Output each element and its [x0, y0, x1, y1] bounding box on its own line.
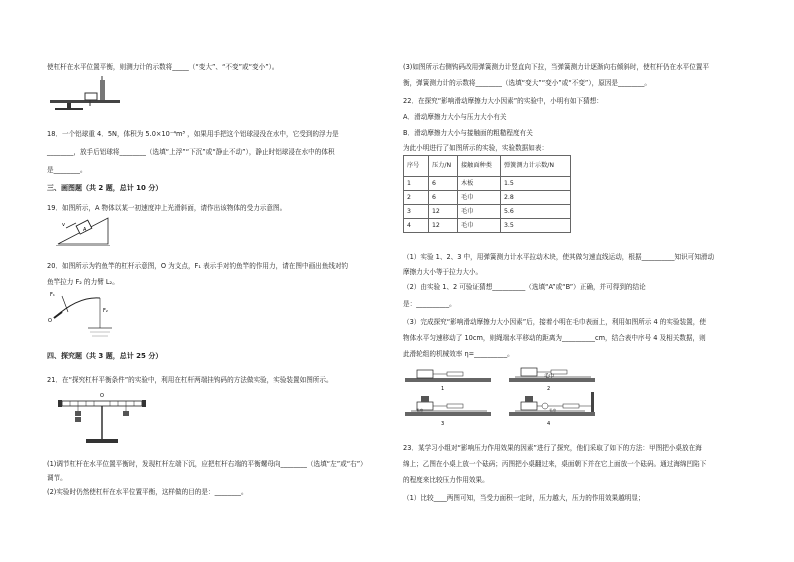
table-row: [404, 191, 571, 205]
q23-line3: 的程度来比较压力作用效果。: [403, 476, 489, 484]
q20-f2-label: F₂: [103, 308, 108, 314]
q19-text: 19．如图所示，A 物体以某一初速度冲上光滑斜面，请作出该物体的受力示意图。: [47, 204, 287, 212]
q22-part3-line1: （3）完成探究“影响滑动摩擦力大小因素”后，接着小明在毛巾表面上，利用如图所示 4 的实验装置，使: [403, 318, 706, 326]
table-row: [404, 205, 571, 219]
table-cell: 1.5: [501, 177, 571, 191]
q20-pivot-label: O: [48, 318, 52, 324]
table-header: 接触面种类: [458, 156, 501, 177]
table-cell: 6: [429, 191, 458, 205]
table-cell: 1: [404, 177, 429, 191]
q22-hypothesis-a: A．滑动摩擦力大小与压力大小有关: [403, 113, 507, 121]
table-cell: 毛巾: [458, 205, 501, 219]
q22-part2-line2: 是：__________。: [403, 300, 456, 308]
q20-line2: 鱼竿拉力 F₂ 的力臂 L₂。: [47, 278, 119, 286]
friction-data-table: [403, 155, 571, 233]
q17-lever-figure: [45, 76, 127, 110]
q22-table-intro: 为此小明进行了如图所示的实验，实验数据如表：: [403, 144, 549, 152]
q19-incline-figure: [56, 214, 112, 248]
table-cell: 3.5: [501, 219, 571, 233]
q22-part2-line1: （2）由实验 1、2 可验证猜想__________（选填“A”或“B”）正确，并可得到的结论: [403, 283, 646, 291]
q18-line2: ________，放手后铝球将________（选填“上浮”“下沉”或“静止不动”），静止时铝球浸在水中的体积: [47, 148, 335, 156]
figure-2-label: 2: [547, 386, 551, 392]
friction-experiment-figures: [403, 362, 603, 430]
q21-lever-figure: [56, 387, 150, 445]
table-row: [404, 177, 571, 191]
q20-f1-label: F₁: [50, 292, 55, 298]
table-cell: 毛巾: [458, 191, 501, 205]
q22-part1-line1: （1）实验 1、2、3 中，用弹簧测力计水平拉动木块，使其做匀速直线运动，根据__________知识可知滑动: [403, 253, 715, 261]
table-cell: 毛巾: [458, 219, 501, 233]
table-cell: 12: [429, 219, 458, 233]
table-row: [404, 219, 571, 233]
table-header: 弹簧测力计示数/N: [501, 156, 571, 177]
q19-block-label: A: [83, 227, 87, 233]
q23-line1: 23．某学习小组对“影响压力作用效果的因素”进行了探究，他们采取了如下的方法：甲图把小桌放在海: [403, 444, 702, 452]
figure-2-cloth-label: 毛巾: [544, 373, 555, 380]
q21-part1-line2: 调节。: [47, 474, 67, 482]
table-cell: 4: [404, 219, 429, 233]
q21-pivot-label: O: [100, 393, 104, 399]
figure-3-cloth-label: 毛巾: [416, 408, 424, 413]
q21-text: 21．在“探究杠杆平衡条件”的实验中，利用在杠杆两端挂钩码的方法做实验，实验装置如图所示。: [47, 376, 333, 384]
q20-line1: 20．如图所示为钓鱼竿的杠杆示意图，O 为支点，F₁ 表示手对钓鱼竿的作用力，请在图中画出鱼线对钓: [47, 262, 349, 270]
q23-line2: 绵上；乙图在小桌上放一个砝码；丙图把小桌翻过来，桌面朝下并在它上面放一个砝码。通过海绵凹陷下: [403, 460, 707, 468]
table-cell: 3: [404, 205, 429, 219]
q22-part1-line2: 摩擦力大小等于拉力大小。: [403, 268, 483, 276]
section-3-heading: 三、画图题（共 2 题，总计 10 分）: [47, 184, 163, 192]
q23-part1: （1）比较____两图可知，当受力面积一定时，压力越大，压力的作用效果越明显；: [403, 494, 645, 502]
q22-hypothesis-b: B．滑动摩擦力大小与接触面的粗糙程度有关: [403, 129, 533, 137]
table-cell: 木板: [458, 177, 501, 191]
figure-1-label: 1: [441, 386, 445, 392]
table-cell: 5.6: [501, 205, 571, 219]
figure-4-label: 4: [547, 421, 551, 427]
q18-line3: 是________。: [47, 166, 87, 174]
q22-part3-line3: 此滑轮组的机械效率 η=__________。: [403, 350, 514, 358]
table-cell: 2: [404, 191, 429, 205]
q21-part3-line2: 衡，弹簧测力计的示数将________（选填“变大”“变小”或“不变”），原因是________。: [403, 79, 651, 87]
table-header-row: [404, 156, 571, 177]
q20-fishing-rod-figure: [48, 288, 118, 340]
q18-line1: 18．一个铝球重 4．5N，体积为 5.0×10⁻⁴m³ ，如果用手把这个铝球浸没在水中，它受到的浮力是: [47, 130, 339, 138]
section-4-heading: 四、探究题（共 3 题，总计 25 分）: [47, 352, 163, 360]
table-cell: 12: [429, 205, 458, 219]
q19-velocity-label: v: [62, 222, 65, 228]
q21-part3-line1: (3)如图所示右侧钩码改用弹簧测力计竖直向下拉，当弹簧测力计逐渐向右倾斜时，使杠杆仍在水平位置平: [403, 63, 710, 71]
q22-intro: 22．在探究“影响滑动摩擦力大小因素”的实验中，小明有如下猜想：: [403, 97, 603, 105]
q21-part2: (2)实验时仍然使杠杆在水平位置平衡，这样做的目的是：________。: [47, 488, 248, 496]
q17-tail: 使杠杆在水平位置平衡，则测力计的示数将_____（“变大”、“不变”或“变小”）。: [47, 63, 279, 71]
table-header: 压力/N: [429, 156, 458, 177]
figure-3-label: 3: [441, 421, 445, 427]
table-cell: 2.8: [501, 191, 571, 205]
figure-4-cloth-label: 毛巾: [549, 408, 557, 413]
q22-part3-line2: 物体水平匀速移动了 10cm，则绳端水平移动的距离为__________cm，结合表中序号 4 及相关数据，则: [403, 334, 706, 342]
table-header: 序号: [404, 156, 429, 177]
q21-part1-line1: (1)调节杠杆在水平位置平衡时，发现杠杆左端下沉，应把杠杆右端的平衡螺母向________（选填“左”或“右”）: [47, 460, 367, 468]
table-cell: 6: [429, 177, 458, 191]
